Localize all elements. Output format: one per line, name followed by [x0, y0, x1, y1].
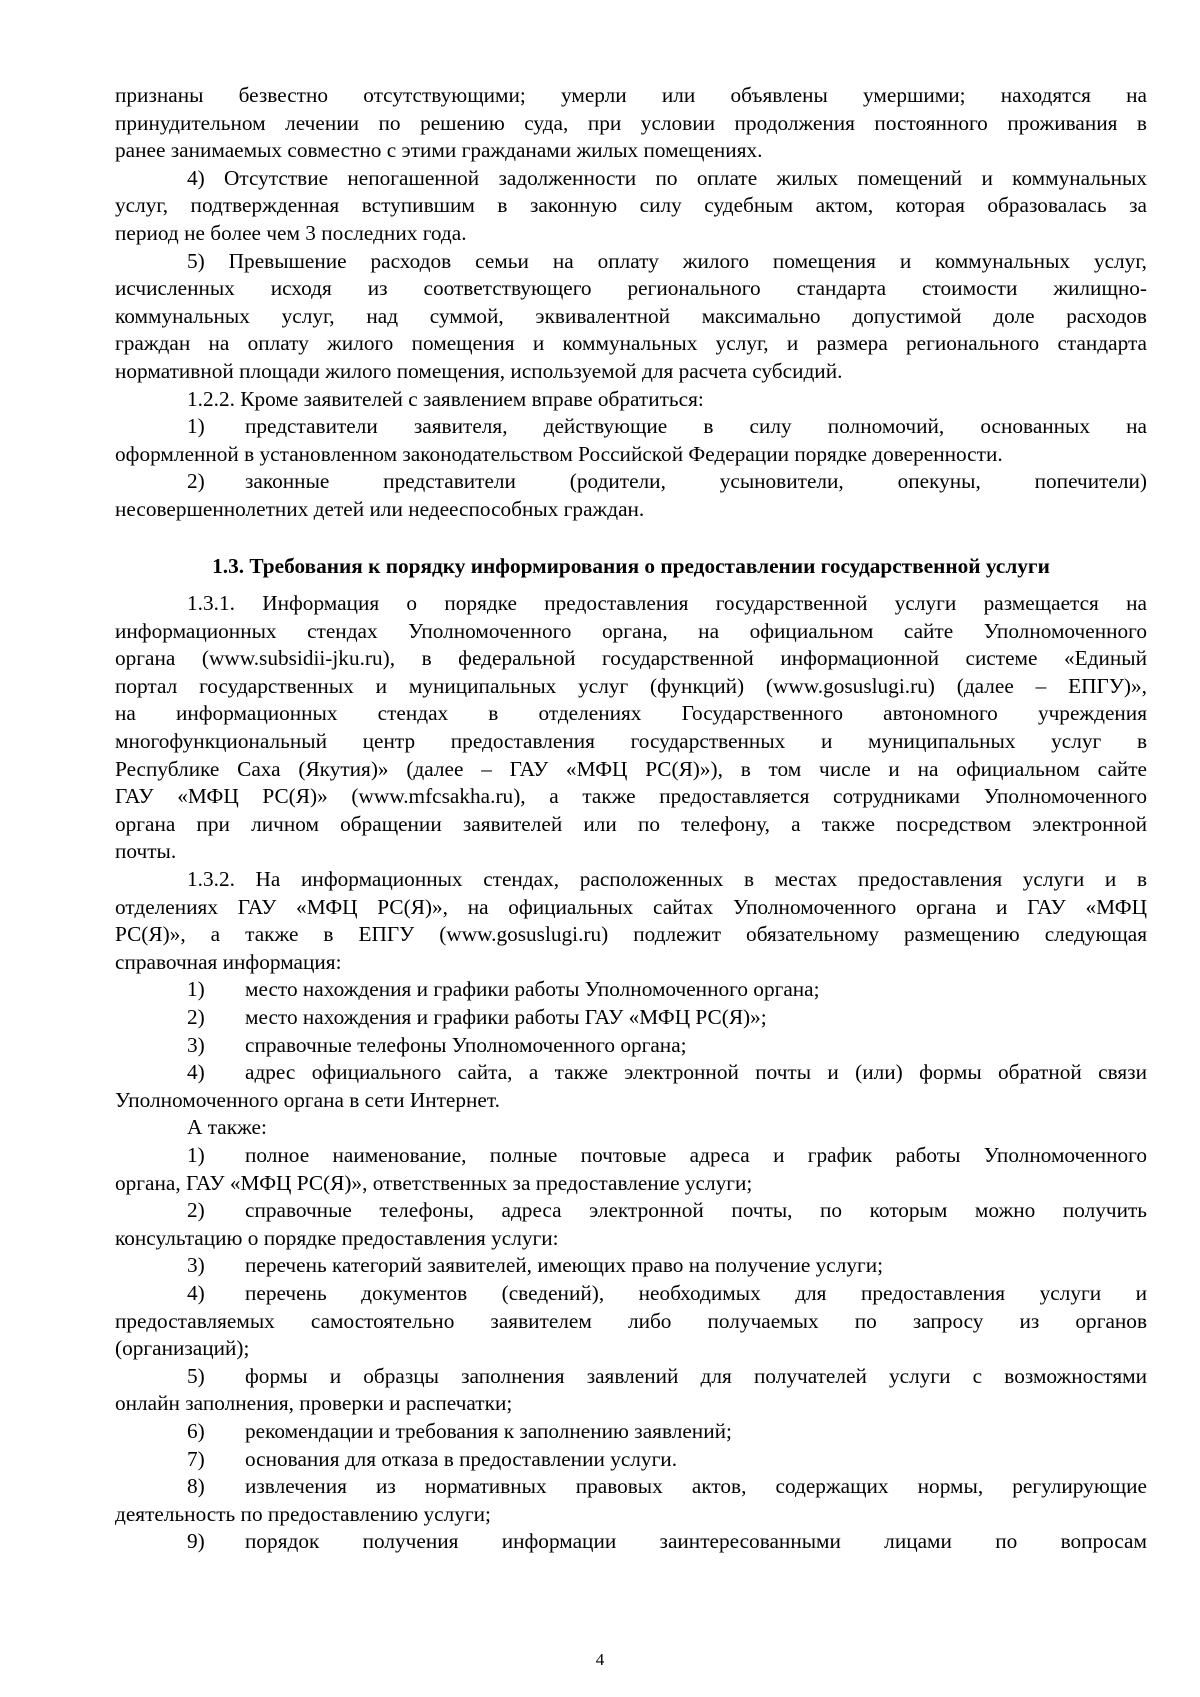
- list-item: [115, 1059, 1147, 1087]
- document-page: [115, 82, 1147, 1556]
- list-text: порядок получения информации заинтересованными лицами по вопросам: [245, 1529, 1147, 1554]
- paragraph-line: РС(Я)», а также в ЕПГУ (www.gosuslugi.ru) подлежит обязательному размещению следующая: [115, 922, 1147, 947]
- paragraph-line: на информационных стендах в отделениях Государственного автономного учреждения: [115, 701, 1147, 726]
- list-text: перечень документов (сведений), необходимых для предоставления услуги и: [245, 1280, 1147, 1305]
- list-number: 2): [187, 469, 205, 494]
- paragraph-line: принудительном лечении по решению суда, при условии продолжения постоянного проживания в: [115, 110, 1147, 135]
- list-number: 2): [187, 1005, 205, 1029]
- list-text: извлечения из нормативных правовых актов, содержащих нормы, регулирующие: [245, 1474, 1147, 1499]
- paragraph-line: ГАУ «МФЦ РС(Я)» (www.mfcsakha.ru), а также предоставляется сотрудниками Уполномоченного: [115, 784, 1147, 809]
- paragraph-line: нормативной площади жилого помещения, используемой для расчета субсидий.: [115, 358, 843, 383]
- paragraph-line: онлайн заполнения, проверки и распечатки;: [115, 1391, 513, 1416]
- list-text: представители заявителя, действующие в силу полномочий, основанных на: [245, 414, 1147, 439]
- paragraph-line: информационных стендах Уполномоченного органа, на официальном сайте Уполномоченного: [115, 618, 1147, 643]
- paragraph-line: (организаций);: [115, 1336, 250, 1361]
- list-item: [115, 1473, 1147, 1501]
- paragraph-line: 5) Превышение расходов семьи на оплату жилого помещения и коммунальных услуг,: [187, 248, 1147, 273]
- list-item: [115, 1280, 1147, 1308]
- list-number: 2): [187, 1198, 205, 1223]
- paragraph-line: исчисленных исходя из соответствующего регионального стандарта стоимости жилищно-: [115, 276, 1147, 301]
- paragraph-line: 1.2.2. Кроме заявителей с заявлением вправе обратиться:: [187, 386, 704, 411]
- paragraph-line: отделениях ГАУ «МФЦ РС(Я)», на официальных сайтах Уполномоченного органа и ГАУ «МФЦ: [115, 894, 1147, 919]
- paragraph-line: справочная информация:: [115, 949, 342, 974]
- paragraph-line: портал государственных и муниципальных услуг (функций) (www.gosuslugi.ru) (далее – ЕПГУ)»,: [115, 673, 1147, 698]
- list-text: перечень категорий заявителей, имеющих право на получение услуги;: [245, 1253, 884, 1278]
- list-number: 1): [187, 977, 205, 1002]
- paragraph-line: граждан на оплату жилого помещения и коммунальных услуг, и размера регионального стандарта: [115, 331, 1147, 356]
- paragraph-line: Уполномоченного органа в сети Интернет.: [115, 1087, 500, 1112]
- paragraph-line: многофункциональный центр предоставления государственных и муниципальных услуг в: [115, 729, 1147, 754]
- paragraph-line: предоставляемых самостоятельно заявителем либо получаемых по запросу из органов: [115, 1308, 1147, 1333]
- paragraph-line: органа при личном обращении заявителей или по телефону, а также посредством электронной: [115, 811, 1147, 836]
- list-number: 7): [187, 1446, 205, 1471]
- list-number: 1): [187, 414, 205, 439]
- paragraph-line: ранее занимаемых совместно с этими гражданами жилых помещениях.: [115, 138, 763, 163]
- list-text: основания для отказа в предоставлении услуги.: [245, 1446, 678, 1471]
- paragraph-line: 1.3.1. Информация о порядке предоставления государственной услуги размещается на: [187, 591, 1147, 616]
- list-item: [115, 1363, 1147, 1391]
- paragraph-line: органа, ГАУ «МФЦ РС(Я)», ответственных за предоставление услуги;: [115, 1170, 753, 1195]
- list-item: [115, 1197, 1147, 1225]
- paragraph-line: оформленной в установленном законодательством Российской Федерации порядке доверенности.: [115, 441, 1003, 466]
- list-item: [115, 1252, 1147, 1280]
- paragraph-line: несовершеннолетних детей или недееспособных граждан.: [115, 496, 645, 521]
- list-text: место нахождения и графики работы Уполномоченного органа;: [245, 977, 820, 1002]
- list-text: справочные телефоны, адреса электронной почты, по которым можно получить: [245, 1198, 1147, 1223]
- list-text: законные представители (родители, усыновители, опекуны, попечители): [245, 469, 1147, 494]
- list-item: [115, 1142, 1147, 1170]
- list-item: [115, 413, 1147, 441]
- list-text: адрес официального сайта, а также электронной почты и (или) формы обратной связи: [245, 1060, 1147, 1085]
- paragraph-line: органа (www.subsidii-jku.ru), в федеральной государственной информационной системе «Единый: [115, 646, 1147, 671]
- paragraph-line: Республике Саха (Якутия)» (далее – ГАУ «МФЦ РС(Я)»), в том числе и на официальном сайте: [115, 756, 1147, 781]
- list-number: 8): [187, 1474, 205, 1499]
- list-item: [115, 1418, 1147, 1446]
- page-number: 4: [595, 1650, 605, 1669]
- list-text: место нахождения и графики работы ГАУ «МФЦ РС(Я)»;: [245, 1005, 767, 1029]
- paragraph-line: консультацию о порядке предоставления услуги:: [115, 1225, 559, 1250]
- list-text: полное наименование, полные почтовые адреса и график работы Уполномоченного: [245, 1142, 1147, 1167]
- paragraph-line: 1.3.2. На информационных стендах, расположенных в местах предоставления услуги и в: [187, 867, 1147, 892]
- paragraph-line: почты.: [115, 839, 177, 864]
- paragraph-line: период не более чем 3 последних года.: [115, 220, 467, 245]
- paragraph-line: признаны безвестно отсутствующими; умерли или объявлены умершими; находятся на: [115, 83, 1147, 107]
- list-number: 9): [187, 1529, 205, 1554]
- paragraph-line: 4) Отсутствие непогашенной задолженности по оплате жилых помещений и коммунальных: [187, 165, 1147, 190]
- list-item: [115, 1528, 1147, 1556]
- list-number: 3): [187, 1253, 205, 1278]
- list-number: 4): [187, 1060, 205, 1085]
- list-text: рекомендации и требования к заполнению заявлений;: [245, 1418, 732, 1443]
- section-heading: 1.3. Требования к порядку информирования о предоставлении государственной услуги: [212, 553, 1050, 578]
- list-item: [115, 1032, 1147, 1060]
- list-number: 6): [187, 1418, 205, 1443]
- list-item: [115, 468, 1147, 496]
- paragraph-line: коммунальных услуг, над суммой, эквивалентной максимально допустимой доле расходов: [115, 303, 1147, 328]
- list-number: 4): [187, 1280, 205, 1305]
- paragraph-line: деятельность по предоставлению услуги;: [115, 1501, 491, 1526]
- paragraph-line: услуг, подтвержденная вступившим в законную силу судебным актом, которая образовалась за: [115, 193, 1147, 218]
- list-item: [115, 1004, 1147, 1032]
- list-number: 1): [187, 1142, 205, 1167]
- list-number: 5): [187, 1363, 205, 1388]
- list-text: формы и образцы заполнения заявлений для получателей услуги с возможностями: [245, 1363, 1147, 1388]
- list-item: [115, 976, 1147, 1004]
- paragraph-line: А также:: [187, 1115, 267, 1140]
- list-number: 3): [187, 1032, 205, 1057]
- list-text: справочные телефоны Уполномоченного органа;: [245, 1032, 687, 1057]
- list-item: [115, 1446, 1147, 1474]
